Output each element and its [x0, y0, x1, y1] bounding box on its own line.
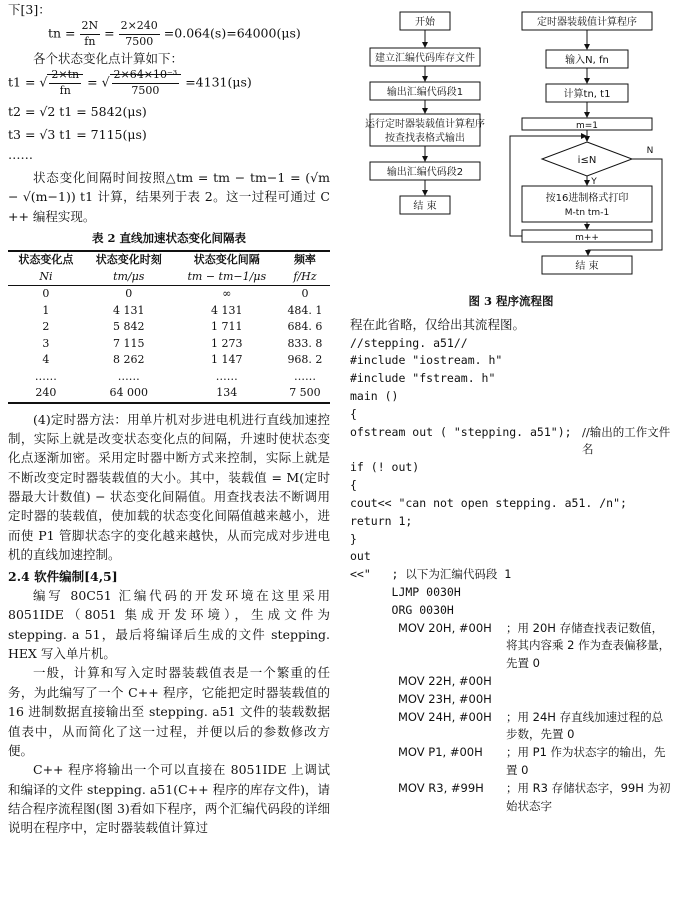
table-cell: 484. 1: [287, 303, 323, 317]
code-line: ORG 0030H: [350, 602, 454, 617]
table-caption: 表 2 直线加速状态变化间隔表: [91, 231, 246, 246]
table-cell: 4 131: [211, 303, 243, 317]
flow-text: 输出汇编代码段1: [386, 87, 464, 98]
paragraph-interval: 状态变化间隔时间按照△tm = tm − tm−1 = (√m − √(m−1)) t1 计算，结果列于表 2。这一过程可通过 C ++ 编程实现。: [8, 170, 330, 224]
paragraph-intro: 程在此省略，仅给出其流程图。: [350, 317, 526, 333]
table-cell: 134: [216, 386, 238, 399]
code-comment: //输出的工作文件名: [582, 424, 671, 457]
table-unit-row: [8, 269, 330, 286]
code-line: <<" ; 以下为汇编代码段 1: [350, 567, 512, 582]
asm-line: MOV P1, #00H ；用 P1 作为状态字的输出，先置 0: [398, 745, 666, 778]
equation-t3: t3 = √3 t1 = 7115(μs): [8, 127, 147, 143]
asm-line: MOV 23H, #00H: [398, 691, 492, 706]
table-cell: 833. 8: [287, 336, 323, 350]
paragraph-timer-method: (4)定时器方法：用单片机对步进电机进行直线加速控制，实际上就是改变状态变化点的间隔，升速时使状态变化点逐渐加密。采用定时器中断方式来控制，实际上就是不断改变定时器装载值的大小。其中，装载值 = M(定时器最大计数值) − 状态变化间隔值。用查找表法不断调用定时器的装载值，使加载的状态变化间隔值越来越小，进而使 P1 管脚状态字的变化越来越快，从而完成对步进电机的直线加速控制。: [8, 411, 330, 563]
flow-text: 计算tn, t1: [563, 89, 611, 100]
flow-text: 结 束: [575, 261, 599, 272]
flow-no-label: N: [646, 146, 654, 156]
table-cell: 1: [42, 303, 50, 317]
table-cell: 1 711: [211, 320, 243, 333]
ofstream-row: [350, 424, 672, 460]
table-unit: tm − tm−1/μs: [187, 269, 267, 283]
table-cell: 0: [301, 287, 309, 300]
table-cell: 968. 2: [287, 353, 323, 366]
code-line: }: [350, 531, 357, 546]
flow-yes-label: Y: [591, 177, 597, 187]
asm-line: MOV 20H, #00H ；用 20H 存储查找表记数值，将其内容乘 2 作为查表偏移量，先置 0: [398, 620, 671, 671]
table-cell: 2: [42, 320, 50, 333]
table-unit: Ni: [39, 269, 53, 283]
table-cell: 4: [42, 353, 50, 366]
flow-text: 运行定时器装载值计算程序: [365, 119, 485, 130]
code-line: out: [350, 549, 371, 564]
code-line: {: [350, 478, 357, 493]
table-row: [8, 303, 330, 320]
table-cell: ∞: [222, 287, 232, 300]
ellipsis: ……: [8, 146, 33, 162]
flow-text: m=1: [575, 121, 599, 131]
table-unit: tm/μs: [113, 269, 145, 283]
code-line: cout<< "can not open stepping. a51. /n";: [350, 495, 627, 510]
fraction: $\frac{2\times 240}{7500}$: [120, 19, 158, 48]
table-cell: 684. 6: [287, 320, 323, 333]
table-header: 状态变化时刻: [95, 253, 162, 266]
flow-text: 输出汇编代码段2: [386, 167, 464, 178]
flow-text: M-tn tm-1: [564, 208, 610, 218]
table-cell: 240: [35, 386, 57, 399]
paragraph-output: C++ 程序将输出一个可以直接在 8051IDE 上调试和编译的文件 stepping. a51(C++ 程序的库存文件)，请结合程序流程图(图 3)看如下程序，两个汇编代码段的详细说明在程序中，定时器装载值计算过: [8, 762, 330, 836]
left-column: [8, 0, 330, 838]
table-cell: 1 147: [211, 353, 243, 366]
paragraph-ide: 编写 80C51 汇编代码的开发环境在这里采用 8051IDE（8051 集成开发环境），生成文件为 stepping. a 51，最后将编译后生成的文件 stepping. HEX 写入单片机。: [8, 587, 330, 661]
asm-line: MOV 24H, #00H ；用 24H 存直线加速过程的总步数，先置 0: [398, 709, 664, 742]
table-cell: 7 115: [113, 336, 145, 350]
flow-text: 输入N, fn: [565, 55, 609, 66]
top-fragment: 下[3]：: [8, 2, 51, 17]
code-line: return 1;: [350, 513, 413, 528]
table-row: [8, 336, 330, 353]
table-cell: 64 000: [109, 386, 148, 399]
code-line: ofstream out ( "stepping. a51");: [350, 424, 572, 439]
flow-text: 开始: [415, 17, 435, 28]
code-line: if (! out): [350, 460, 420, 475]
flow-text: 定时器装载值计算程序: [537, 17, 637, 28]
table-cell: 0: [125, 287, 133, 300]
table-cell: ……: [34, 369, 57, 383]
flow-text: 按查找表格式输出: [385, 133, 465, 144]
code-line: #include "fstream. h": [350, 371, 496, 386]
equation-t2: t2 = √2 t1 = 5842(μs): [8, 103, 147, 119]
code-line: {: [350, 406, 357, 421]
program-flowchart: [350, 0, 672, 292]
code-line: LJMP 0030H: [350, 584, 461, 599]
equation-t1: t1 = √ $\frac{2\times tn}{fn}$ = √ $\frac{\text{2×64×10⁻³}}{7500}$ =4131(μs): [8, 68, 252, 97]
asm-line: MOV R3, #99H ；用 R3 存储状态字，99H 为初始状态字: [398, 780, 671, 813]
table-cell: ……: [117, 369, 140, 383]
table-row: [8, 369, 330, 386]
table-row: [8, 319, 330, 336]
flow-text: m++: [575, 233, 599, 243]
table-cell: 4 131: [113, 303, 145, 317]
table-cell: ……: [293, 369, 316, 383]
table-cell: 1 273: [211, 336, 243, 350]
table-header: 状态变化间隔: [193, 253, 260, 266]
code-line: main (): [350, 389, 399, 403]
asm-line: MOV 22H, #00H: [398, 674, 492, 688]
table-header: 状态变化点: [18, 253, 74, 266]
table-header-row: [8, 251, 330, 269]
table-row: [8, 352, 330, 369]
flow-text: i≤N: [577, 155, 597, 166]
table-cell: 0: [42, 287, 50, 300]
flow-text: 按16进制格式打印: [545, 193, 629, 204]
table-header: 频率: [293, 253, 316, 266]
points-intro: 各个状态变化点计算如下：: [33, 50, 184, 66]
table-cell: 7 500: [289, 386, 321, 399]
table-cell: 3: [42, 336, 50, 350]
table-unit: f/Hz: [293, 269, 317, 283]
figure-caption: 图 3 程序流程图: [468, 294, 554, 309]
table-cell: 8 262: [113, 353, 145, 366]
right-column: [350, 0, 672, 816]
code-line: //stepping. a51//: [350, 335, 468, 350]
table-cell: 5 842: [113, 320, 145, 333]
table-row: [8, 385, 330, 403]
flow-text: 建立汇编代码库存文件: [375, 53, 475, 64]
table-row: [8, 286, 330, 303]
code-line: #include "iostream. h": [350, 353, 503, 368]
equation-tn: tn = $\frac{2N}{fn}$ = $\frac{2\times 240}{7500}$ =0.064(s)=64000(μs): [48, 19, 301, 48]
interval-table: [8, 250, 330, 404]
flow-text: 结 束: [413, 201, 437, 212]
paragraph-cpp: 一般，计算和写入定时器装载值表是一个繁重的任务，为此编写了一个 C++ 程序，它能把定时器装载值的 16 进制数据直接输出至 stepping. a51 文件的装载数据值表中，从而简化了这一过程，并便以后的参数修改方便。: [8, 665, 330, 758]
fraction: $\frac{2N}{fn}$: [81, 19, 99, 48]
table-cell: ……: [215, 369, 238, 383]
section-heading: 2.4 软件编制[4,5]: [8, 568, 118, 584]
